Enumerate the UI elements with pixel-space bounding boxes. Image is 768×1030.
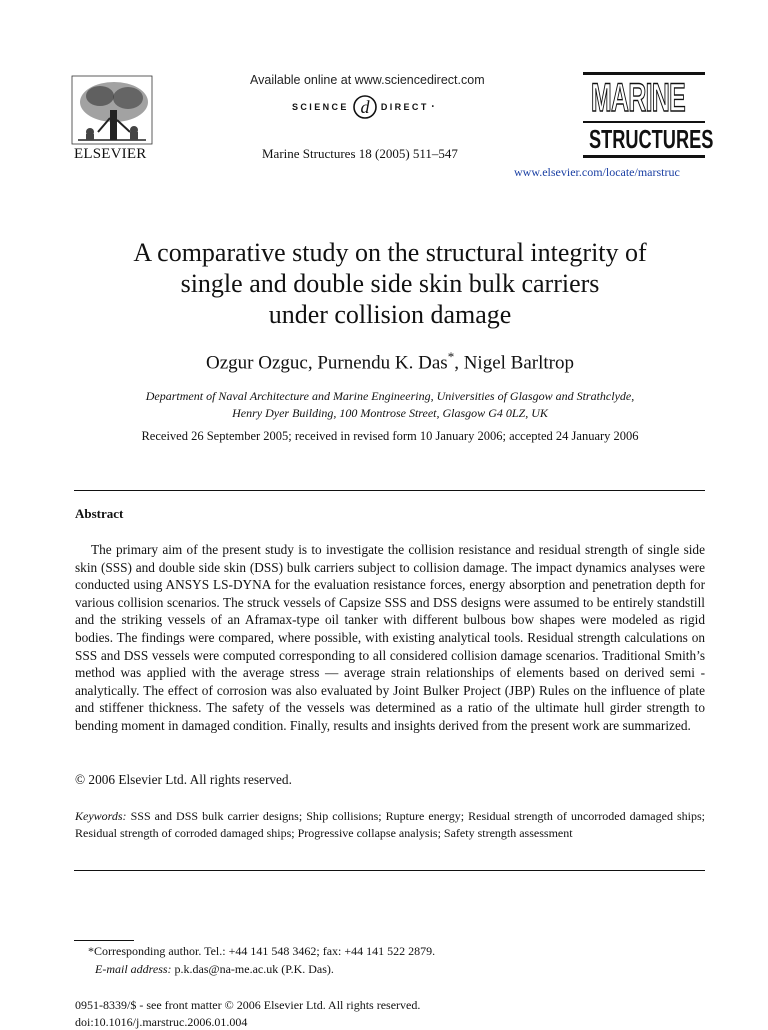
title-line-3: under collision damage [268,300,512,329]
affiliation-line-2: Henry Dyer Building, 100 Montrose Street, Glasgow G4 0LZ, UK [232,406,548,420]
issn-line: 0951-8339/$ - see front matter © 2006 Elsevier Ltd. All rights reserved. [75,998,421,1012]
elsevier-label: ELSEVIER [74,146,147,162]
authors-part-2: , Nigel Barltrop [454,352,574,374]
abstract-top-rule [74,490,705,491]
affiliation-line-1: Department of Naval Architecture and Marine Engineering, Universities of Glasgow and Strathclyde, [145,389,635,403]
journal-logo-line2: STRUCTURES [589,124,714,154]
sciencedirect-right-text: DIRECT [380,102,429,112]
journal-logo-line1: MARINE [591,76,686,120]
title-line-1: A comparative study on the structural integrity of [133,238,647,267]
logo-rule-middle [583,121,705,123]
corresponding-author-footnote: *Corresponding author. Tel.: +44 141 548 3462; fax: +44 141 522 2879. [88,944,436,958]
title-line-2: single and double side skin bulk carriers [180,269,600,298]
logo-rule-bottom [583,155,705,158]
author-list [70,349,710,374]
affiliation [70,388,710,422]
sciencedirect-at-icon [352,94,378,120]
keywords [75,808,705,842]
abstract-body: The primary aim of the present study is to investigate the collision resistance and residual strength of single side skin (SSS) and double side skin (DSS) bulk carriers subject to collision damage. The impact dynamics analyses were conducted using ANSYS LS-DYNA for the evaluation resistance forces, energy absorption and penetration depth for various collision scenarios. The struck vessels of Capsize SSS and DSS designs were assumed to be entirely standstill and the striking vessels of an Aframax-type oil tanker with different bulbous bow shapes were modeled as rigid bodies. The findings were compared, where possible, with existing analytical tools. Residual strength calculations on SSS and DSS vessels were computed corresponding to all considered collision damage scenarios. Traditional Smith’s method was applied with the average stress — average strain relationships of elements based on derived semi - analytically. The effect of corrosion was also evaluated by Joint Bulker Project (JBP) Rules on the influence of plate and stiffener thickness. The safety of the vessels was determined as a ratio of the ultimate hull girder strength to bending moment in damaged condition. Finally, results and insights derived from the present work are summarized. [75,542,705,733]
marine-structures-logo [583,72,714,158]
received-dates: Received 26 September 2005; received in revised form 10 January 2006; accepted 24 January 2006 [141,429,639,443]
abstract-copyright: © 2006 Elsevier Ltd. All rights reserved. [75,772,292,787]
email-label: E-mail address: [95,962,172,976]
corresponding-author-mark[interactable]: * [447,349,455,364]
email-address[interactable]: p.k.das@na-me.ac.uk (P.K. Das). [171,962,334,976]
keywords-label: Keywords: [75,809,127,823]
registered-mark: • [431,104,434,110]
article-title [70,237,710,330]
email-footnote [95,962,334,977]
authors-part-1: Ozgur Ozguc, Purnendu K. Das [206,352,448,374]
journal-reference: Marine Structures 18 (2005) 511–547 [262,146,458,161]
doi-line[interactable]: doi:10.1016/j.marstruc.2006.01.004 [75,1015,248,1029]
svg-text:d: d [360,97,370,117]
sciencedirect-left-text: SCIENCE [292,102,349,112]
sciencedirect-logo [292,94,434,120]
available-online-text[interactable]: Available online at www.sciencedirect.com [250,73,485,87]
abstract-bottom-rule [74,870,705,871]
abstract-heading: Abstract [75,506,124,521]
keywords-text: SSS and DSS bulk carrier designs; Ship collisions; Rupture energy; Residual strength of uncorroded damaged ships; Residual strength of corroded damaged ships; Progressive collapse analysis; Safety strength assessment [75,809,705,840]
journal-url-link[interactable]: www.elsevier.com/locate/marstruc [514,165,680,179]
footnote-rule [74,940,134,941]
logo-rule-top [583,72,705,75]
